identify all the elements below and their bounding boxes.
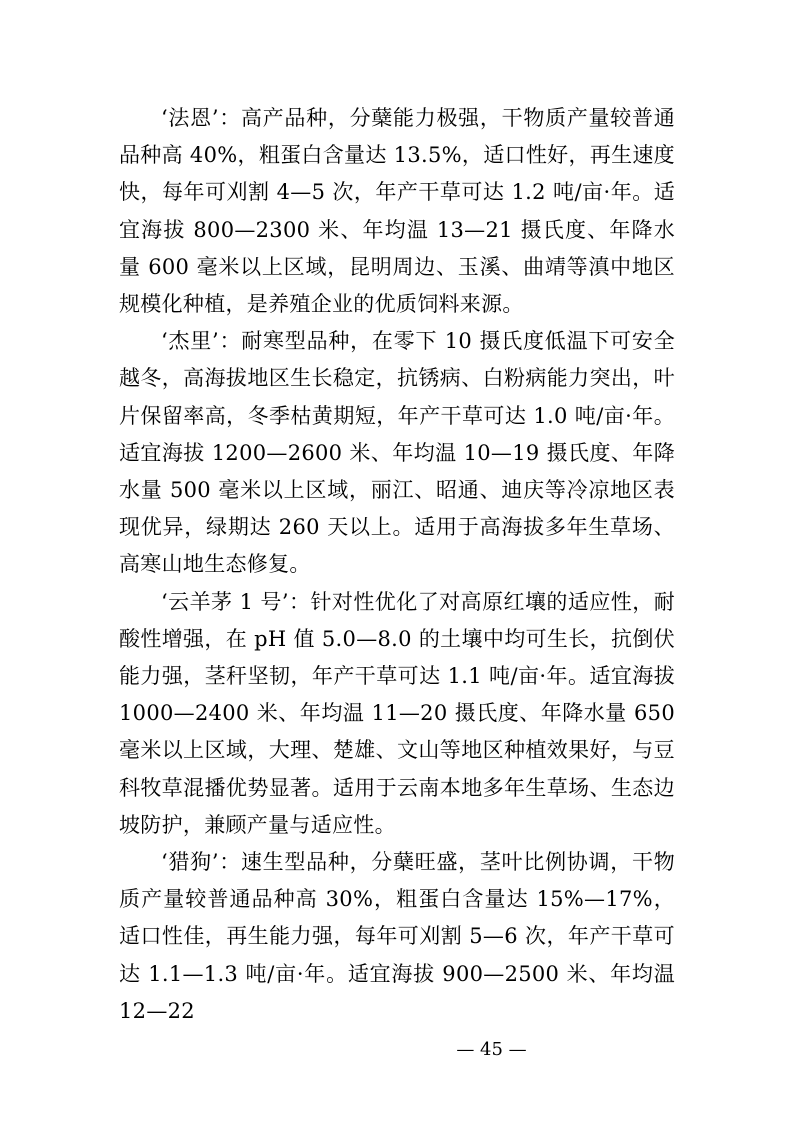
paragraph-lie-gou: ‘猎狗’：速生型品种，分蘖旺盛，茎叶比例协调，干物质产量较普通品种高 30%，粗蛋白含量达 15%—17%，适口性佳，再生能力强，每年可刈割 5—6 次，年产干草可达 1.1—1.3 吨/亩·年。适宜海拔 900—2500 米、年均温 12—22 (119, 850, 675, 1023)
paragraph-jie-li: ‘杰里’：耐寒型品种，在零下 10 摄氏度低温下可安全越冬，高海拔地区生长稳定，抗锈病、白粉病能力突出，叶片保留率高，冬季枯黄期短，年产干草可达 1.0 吨/亩·年。适宜海拔 1200—2600 米、年均温 10—19 摄氏度、年降水量 500 毫米以上区域，丽江、昭通、迪庆等冷凉地区表现优异，绿期达 260 天以上。适用于高海拔多年生草场、高寒山地生态修复。 (119, 329, 675, 577)
paragraph-fa-en: ‘法恩’：高产品种，分蘖能力极强，干物质产量较普通品种高 40%，粗蛋白含量达 13.5%，适口性好，再生速度快，每年可刈割 4—5 次，年产干草可达 1.2 吨/亩·年。适宜海拔 800—2300 米、年均温 13—21 摄氏度、年降水量 600 毫米以上区域，昆明周边、玉溪、曲靖等滇中地区规模化种植，是养殖企业的优质饲料来源。 (119, 106, 675, 317)
paragraph-yun-yang-mao-1: ‘云羊茅 1 号’：针对性优化了对高原红壤的适应性，耐酸性增强，在 pH 值 5.0—8.0 的土壤中均可生长，抗倒伏能力强，茎秆坚韧，年产干草可达 1.1 吨/亩·年。适宜海拔 1000—2400 米、年均温 11—20 摄氏度、年降水量 650 毫米以上区域，大理、楚雄、文山等地区种植效果好，与豆科牧草混播优势显著。适用于云南本地多年生草场、生态边坡防护，兼顾产量与适应性。 (119, 589, 675, 837)
page-number: — 45 — (456, 1039, 527, 1060)
page-body (119, 100, 675, 1030)
